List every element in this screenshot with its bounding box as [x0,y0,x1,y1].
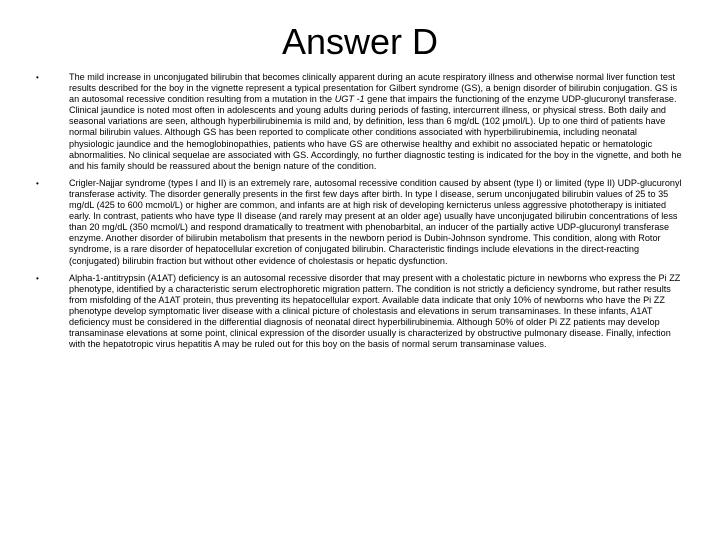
bullet-dot-icon: • [36,273,39,283]
bullet-text [69,72,684,172]
bullet-text [69,273,684,351]
gene-name-italic: UGT -1 [334,94,365,105]
bullet-text-segment: Crigler-Najjar syndrome (types I and II) is an extremely rare, autosomal recessive condition caused by absent (type I) or limited (type II) UDP-glucuronyl transferase activity. The disorder generally presents in the first few days after birth. In type I disease, serum unconjugated bilirubin values of 25 to 35 mg/dL (425 to 600 mcmol/L) or higher are common, and infants are at high risk of developing kernicterus unless aggressive phototherapy is initiated early. In contrast, patients who have type II disease (and rarely may present at an older age) usually have unconjugated bilirubin concentrations of less than 20 mg/dL (350 mcmol/L) and respond dramatically to treatment with phenobarbital, an inducer of the partially active UDP-glucuronyl transferase enzyme. Another disorder of bilirubin metabolism that presents in the newborn period is Dubin-Johnson syndrome. This condition, along with Rotor syndrome, is a rare disorder of hepatocellular excretion of conjugated bilirubin. Characteristic findings include elevations in the direct-reacting (conjugated) bilirubin fraction but without other evidence of cholestasis or hepatic dysfunction. [69,177,682,266]
bullet-dot-icon: • [36,178,39,188]
bullet-item-crigler-najjar [36,178,684,267]
bullet-item-gilbert-syndrome [36,72,684,172]
bullet-text [69,178,684,267]
bullet-text-segment: gene that impairs the functioning of the enzyme UDP-glucuronyl transferase. Clinical jaundice is noted most often in adolescents and young adults during periods of fasting, intercurrent illness, or physical stress. Both daily and seasonal variations are seen, although hyperbilirubinemia is mild and, by definition, less than 6 mg/dL (102 μmol/L). Up to one third of patients have normal bilirubin values. Although GS has been reported to complicate other conditions associated with hyperbilirubinemia, including neonatal physiologic jaundice and the hemoglobinopathies, patients who have GS are otherwise healthy and exhibit no associated hepatic or hematologic abnormalities. No clinical sequelae are associated with GS. Accordingly, no further diagnostic testing is indicated for the boy in the vignette, and both he and his family should be reassured about the benign nature of the condition. [69,94,682,171]
bullet-dot-icon: • [36,73,39,82]
bullet-list [36,72,684,350]
bullet-text-segment: Alpha-1-antitrypsin (A1AT) deficiency is an autosomal recessive disorder that may present with a cholestatic picture in newborns who express the Pi ZZ phenotype, identified by a characteristic serum electrophoretic migration pattern. The condition is not strictly a deficiency syndrome, but rather results from misfolding of the A1AT protein, thus preventing its hepatocellular export. Available data indicate that only 10% of newborns who have the Pi ZZ phenotype develop symptomatic liver disease with a clinical picture of cholestasis and elevations in serum transaminases. In these infants, A1AT deficiency must be considered in the differential diagnosis of neonatal direct hyperbilirubinemia. Although 50% of older Pi ZZ patients may develop transaminase elevations at some point, clinical expression of the disorder usually is characterized by obstructive pulmonary disease. Finally, infection with the hepatotropic virus hepatitis A may be ruled out for this boy on the basis of normal serum transaminase values. [69,272,681,350]
bullet-text-segment: The mild increase in unconjugated bilirubin that becomes clinically apparent during an acute respiratory illness and otherwise normal liver function test results described for the boy in the vignette represent a typical presentation for Gilbert syndrome (GS), a benign disorder of bilirubin conjugation. GS is an autosomal recessive condition resulting from a mutation in the [69,72,678,105]
bullet-item-a1at-deficiency [36,273,684,351]
slide-title: Answer D [281,21,439,62]
